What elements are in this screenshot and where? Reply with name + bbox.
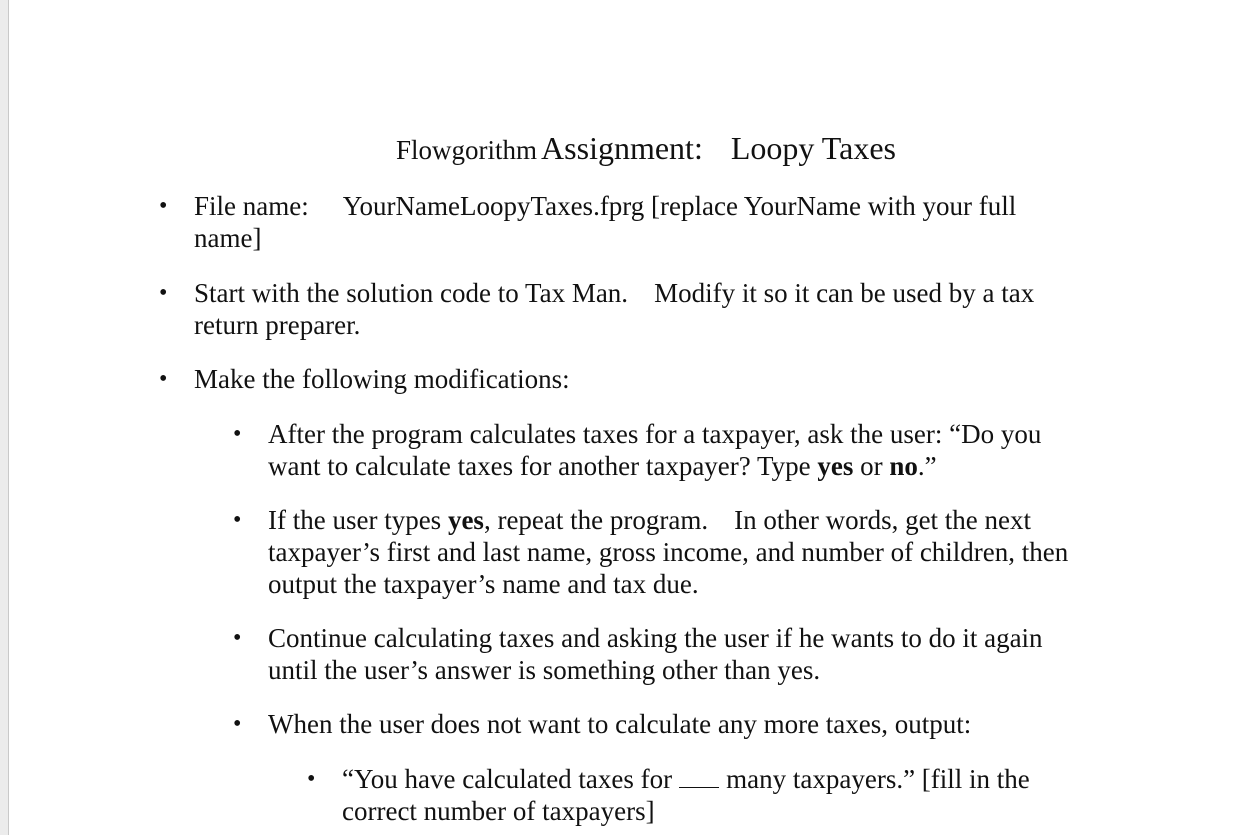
sub-item-when-done <box>233 708 1193 740</box>
bullet-marker: • <box>233 711 242 737</box>
ask-user-yes: yes <box>817 451 854 481</box>
bullet-marker: • <box>233 507 242 533</box>
sub-sub-item-output <box>307 763 1207 827</box>
bullet-marker: • <box>159 193 168 219</box>
repeat-line-1-pre: If the user types <box>268 505 448 535</box>
file-name-value: YourNameLoopyTaxes.fprg [replace YourName with your full <box>342 191 1017 221</box>
ask-user-no: no <box>889 451 918 481</box>
output-line-1-pre: “You have calculated taxes for <box>342 764 673 794</box>
ask-user-line-1: After the program calculates taxes for a taxpayer, ask the user: “Do you <box>268 419 1042 449</box>
sub-item-continue <box>233 622 1193 686</box>
list-item-modifications <box>159 363 1159 395</box>
ask-user-line-2-mid: or <box>853 451 890 481</box>
continue-line-2: until the user’s answer is something other than yes. <box>268 655 821 685</box>
start-with-line-2: return preparer. <box>194 310 361 340</box>
output-line-2: correct number of taxpayers] <box>342 796 655 826</box>
title-part-3: Loopy Taxes <box>730 130 896 166</box>
title-part-2: Assignment: <box>541 130 703 166</box>
continue-line-1: Continue calculating taxes and asking the user if he wants to do it again <box>268 623 1043 653</box>
document-page <box>9 0 1242 835</box>
repeat-line-1a: , repeat the program. <box>483 505 709 535</box>
file-name-label: File name: <box>194 191 309 221</box>
bullet-marker: • <box>159 366 168 392</box>
start-with-line-1a: Start with the solution code to Tax Man. <box>194 278 629 308</box>
repeat-yes: yes <box>447 505 484 535</box>
repeat-line-2: taxpayer’s first and last name, gross income, and number of children, then <box>268 537 1069 567</box>
modifications-line: Make the following modifications: <box>194 364 570 394</box>
document-title <box>9 128 1242 175</box>
title-part-1: Flowgorithm <box>396 135 538 165</box>
sub-item-ask-user <box>233 418 1193 482</box>
bullet-marker: • <box>233 421 242 447</box>
list-item-start-with <box>159 277 1159 341</box>
bullet-marker: • <box>233 625 242 651</box>
fill-in-blank <box>679 767 719 788</box>
bullet-marker: • <box>159 280 168 306</box>
page-left-gutter <box>0 0 9 835</box>
start-with-line-1b: Modify it so it can be used by a tax <box>654 278 1035 308</box>
ask-user-line-2-pre: want to calculate taxes for another taxpayer? Type <box>268 451 818 481</box>
list-item-file-name <box>159 190 1159 254</box>
repeat-line-1b: In other words, get the next <box>734 505 1032 535</box>
output-line-1-post: many taxpayers.” [fill in the <box>726 764 1030 794</box>
repeat-line-3: output the taxpayer’s name and tax due. <box>268 569 699 599</box>
ask-user-line-2-post: .” <box>917 451 937 481</box>
sub-item-repeat <box>233 504 1193 600</box>
file-name-cont: name] <box>194 223 262 253</box>
when-done-line: When the user does not want to calculate any more taxes, output: <box>268 709 972 739</box>
bullet-marker: • <box>307 766 316 792</box>
